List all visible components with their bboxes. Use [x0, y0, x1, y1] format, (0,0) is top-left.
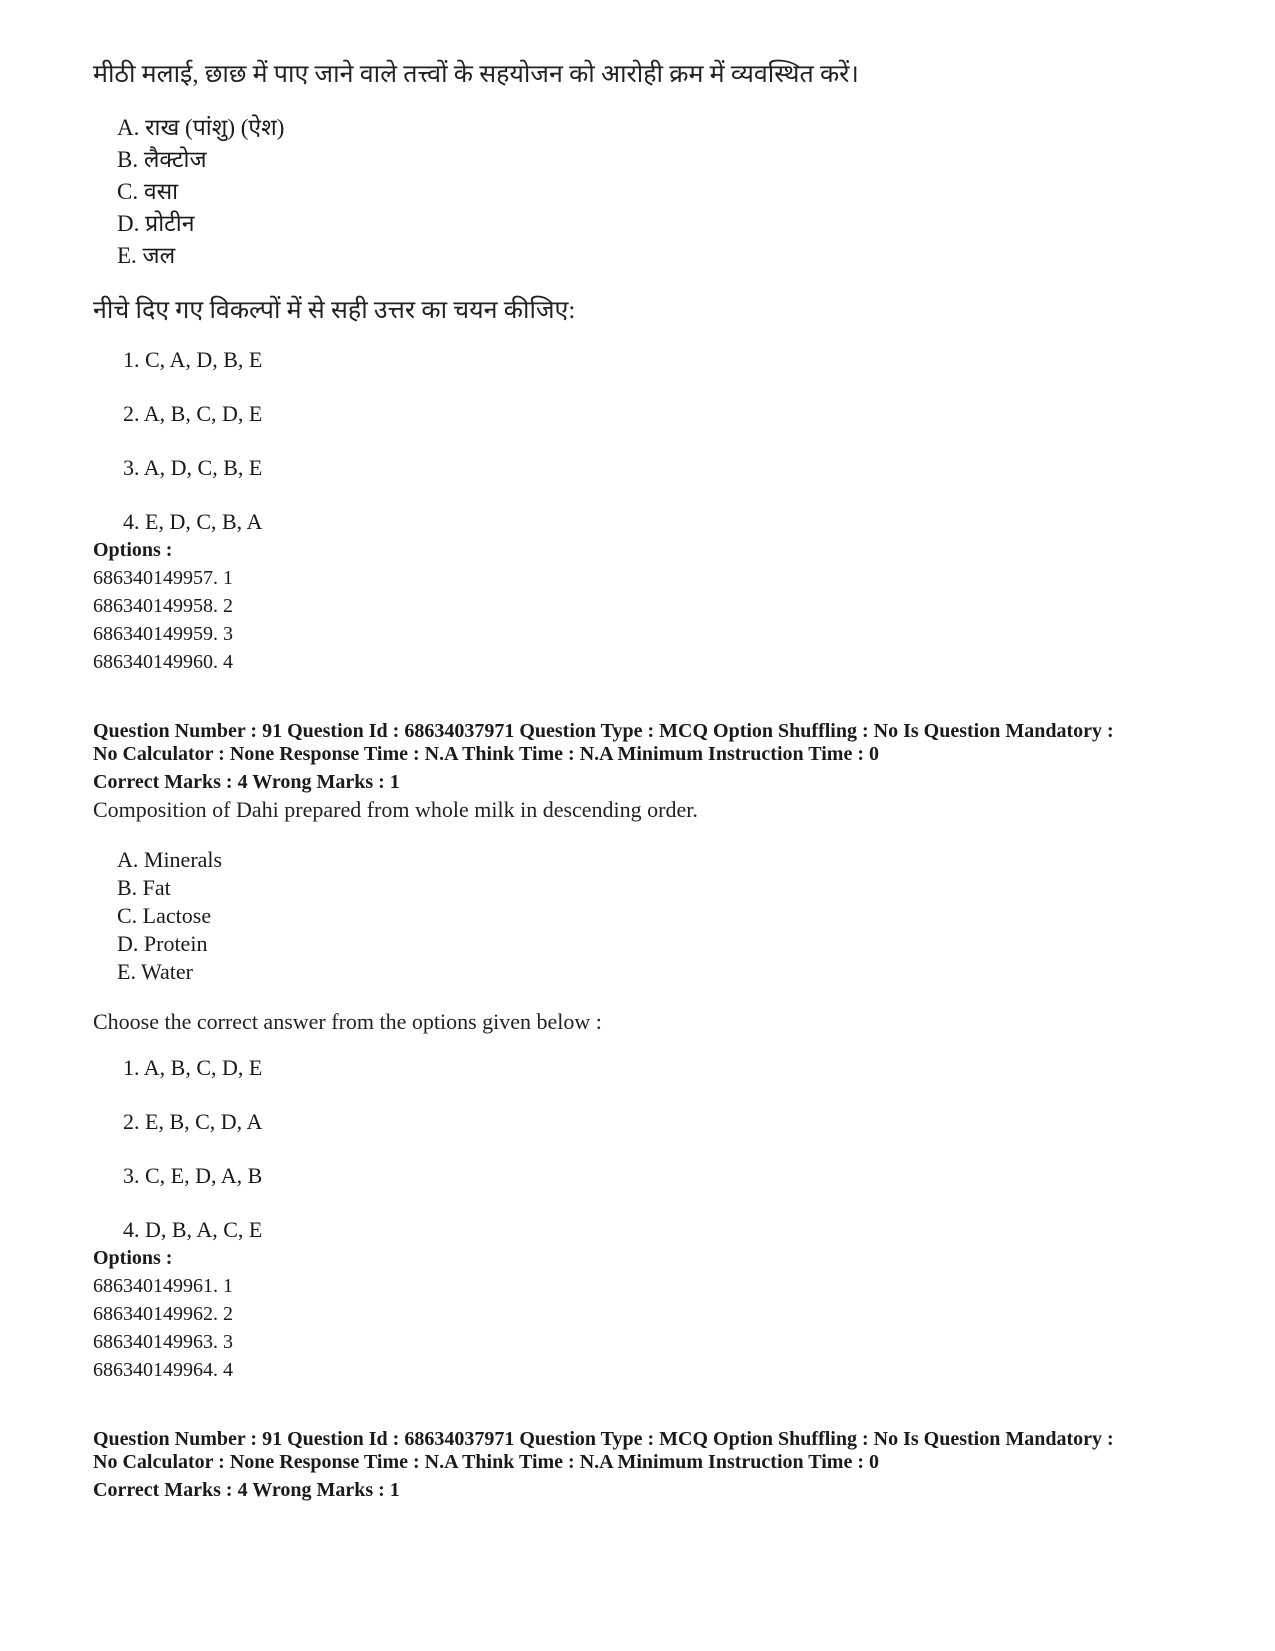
question-marks: Correct Marks : 4 Wrong Marks : 1 [93, 1479, 400, 1501]
option-id-item: 686340149963. 3 [93, 1331, 233, 1353]
option-id-item: 686340149957. 1 [93, 567, 233, 589]
answer-choice: 3. C, E, D, A, B [123, 1163, 263, 1188]
document-page [93, 58, 1213, 1504]
option-id-item: 686340149964. 4 [93, 1359, 233, 1381]
statement-list-hindi [93, 112, 1213, 272]
option-id-list [93, 1272, 1213, 1384]
answer-choice: 4. D, B, A, C, E [123, 1217, 263, 1242]
option-id-item: 686340149962. 2 [93, 1303, 233, 1325]
option-id-item: 686340149959. 3 [93, 623, 233, 645]
options-heading: Options : [93, 539, 173, 561]
statement-item: C. वसा [117, 179, 179, 204]
question-meta-line-2: No Calculator : None Response Time : N.A Think Time : N.A Minimum Instruction Time : 0 [93, 743, 879, 765]
answer-choice: 1. A, B, C, D, E [123, 1055, 263, 1080]
answer-choice: 3. A, D, C, B, E [123, 455, 263, 480]
answer-choice-list [93, 1054, 1213, 1244]
statement-item: C. Lactose [117, 903, 212, 928]
answer-choice: 4. E, D, C, B, A [123, 509, 263, 534]
answer-choice-list [93, 346, 1213, 536]
answer-choice: 2. A, B, C, D, E [123, 401, 263, 426]
statement-item: E. जल [117, 243, 176, 268]
statement-item: E. Water [117, 959, 194, 984]
choose-instruction-english: Choose the correct answer from the options given below : [93, 1009, 602, 1034]
option-id-list [93, 564, 1213, 676]
question-meta-line-1: Question Number : 91 Question Id : 68634037971 Question Type : MCQ Option Shuffling : No Is Question Mandatory : [93, 1428, 1114, 1450]
statement-item: A. Minerals [117, 847, 223, 872]
question-marks: Correct Marks : 4 Wrong Marks : 1 [93, 771, 400, 793]
answer-choice: 2. E, B, C, D, A [123, 1109, 263, 1134]
option-id-item: 686340149960. 4 [93, 651, 233, 673]
statement-item: A. राख (पांशु) (ऐश) [117, 115, 285, 140]
options-heading: Options : [93, 1247, 173, 1269]
question-meta-line-2: No Calculator : None Response Time : N.A Think Time : N.A Minimum Instruction Time : 0 [93, 1451, 879, 1473]
question-stem-english: Composition of Dahi prepared from whole milk in descending order. [93, 797, 698, 822]
question-91-repeat-header [93, 1428, 1213, 1504]
option-id-item: 686340149961. 1 [93, 1275, 233, 1297]
question-91 [93, 720, 1213, 1384]
question-90-hindi [93, 58, 1213, 676]
choose-instruction-hindi: नीचे दिए गए विकल्पों में से सही उत्तर का चयन कीजिए: [93, 297, 576, 324]
statement-item: B. लैक्टोज [117, 147, 207, 172]
statement-item: D. प्रोटीन [117, 211, 195, 236]
statement-list-english [93, 846, 1213, 986]
question-stem-hindi: मीठी मलाई, छाछ में पाए जाने वाले तत्त्वों के सहयोजन को आरोही क्रम में व्यवस्थित करें। [93, 61, 859, 88]
answer-choice: 1. C, A, D, B, E [123, 347, 263, 372]
question-meta-line-1: Question Number : 91 Question Id : 68634037971 Question Type : MCQ Option Shuffling : No Is Question Mandatory : [93, 720, 1114, 742]
statement-item: D. Protein [117, 931, 208, 956]
option-id-item: 686340149958. 2 [93, 595, 233, 617]
statement-item: B. Fat [117, 875, 171, 900]
